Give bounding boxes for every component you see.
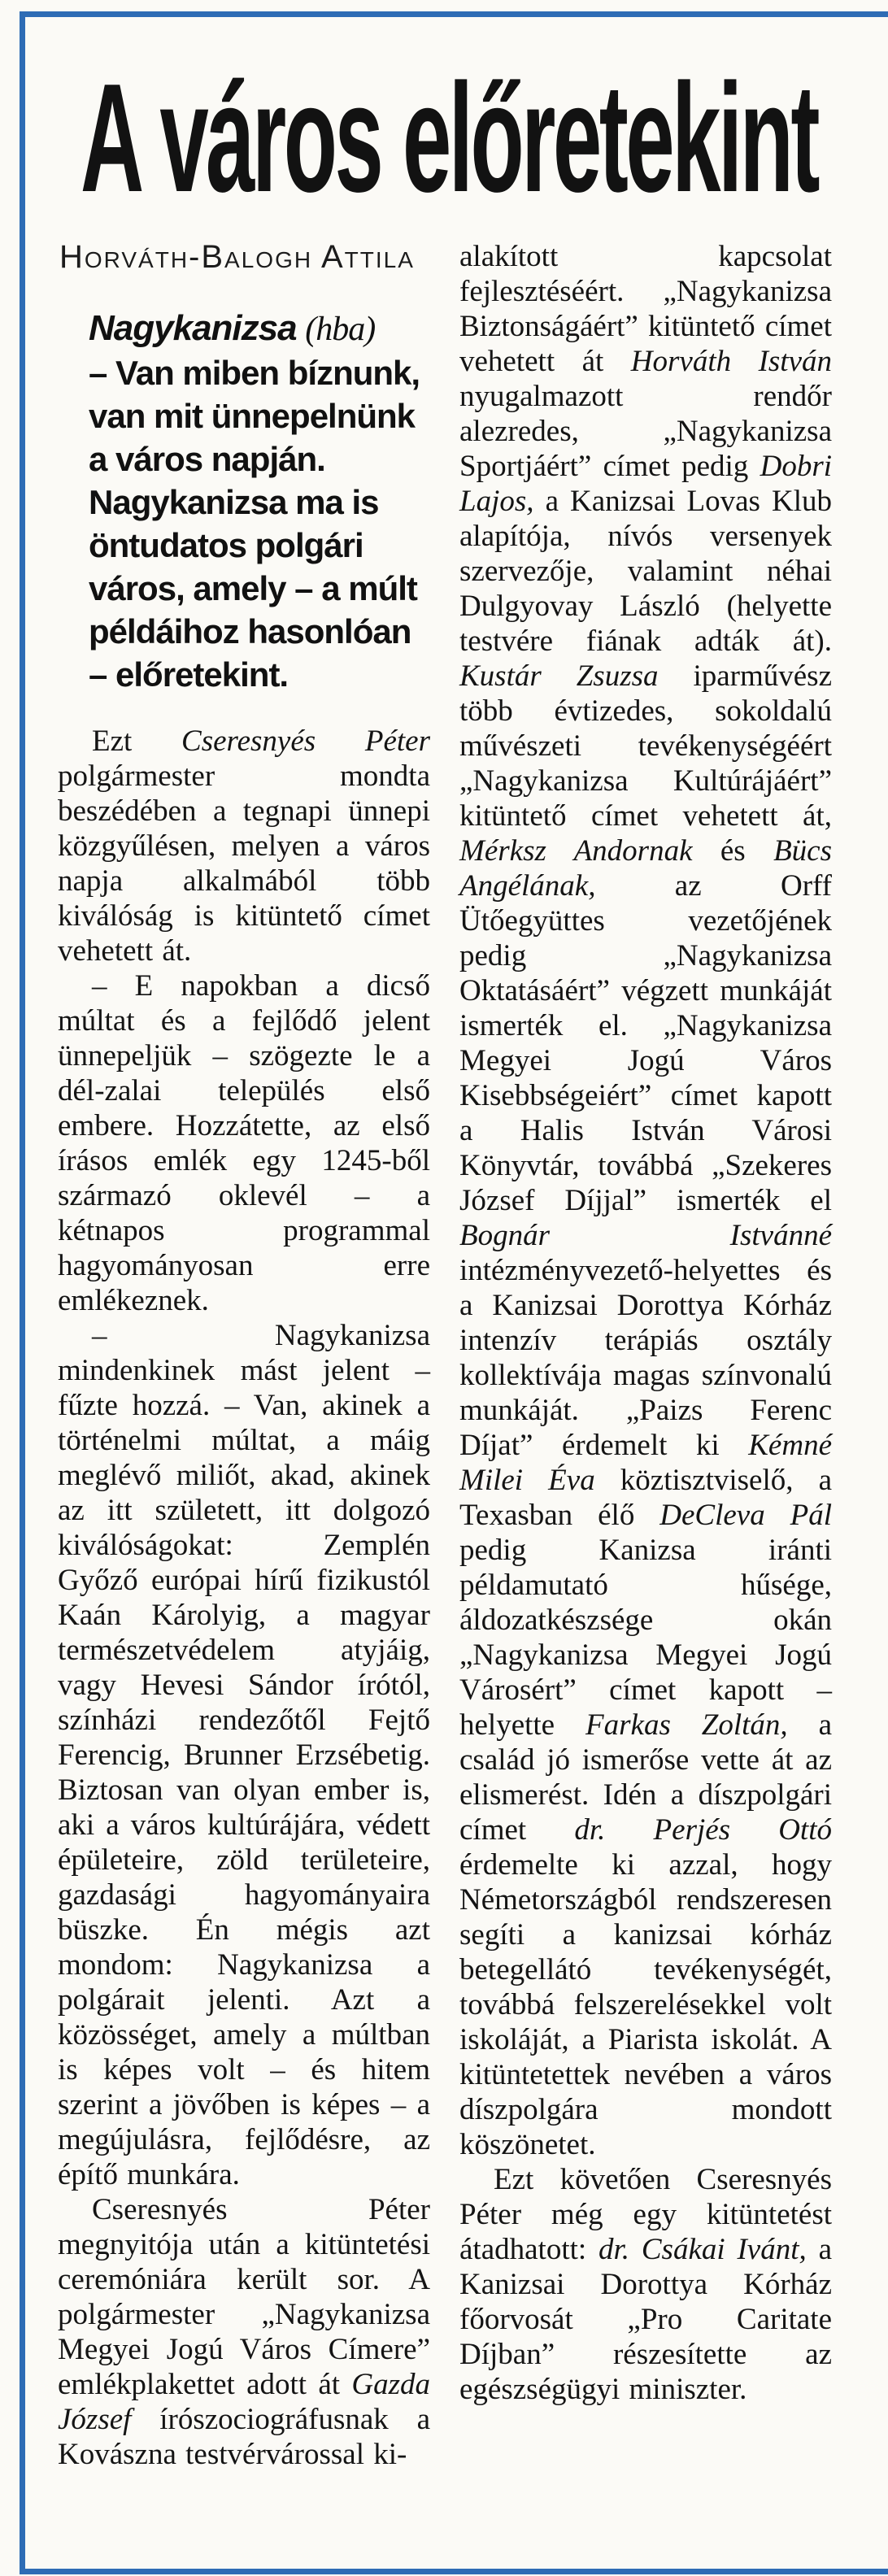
column-left — [58, 239, 430, 2472]
right-column-body — [459, 239, 832, 2407]
dateline: Nagykanizsa — [89, 308, 297, 348]
paragraph-text: alakított kapcsolat fejlesztéséért. „Nagykanizsa Biztonságáért” kitüntető címet vehetett át — [459, 240, 832, 378]
person-name: Cseresnyés Péter — [181, 724, 430, 758]
lead-text: – Van miben bíznunk, van mit ünnepelnünk a város napján. Nagykanizsa ma is öntudatos polgári város, amely – a múlt példáihoz hasonlóan – előretekint. — [89, 354, 420, 694]
article-paragraph — [459, 2162, 832, 2407]
paragraph-text: Ezt — [92, 724, 182, 758]
paragraph-text: és — [692, 834, 774, 868]
paragraph-text: – E napokban a dicső múltat és a fejlődő jelent ünnepeljük – szögezte le a dél-zalai település első embere. Hozzátette, az első írásos emlék egy 1245-ből származó oklevél – a kétnapos programmal hagyományosan erre emlékeznek. — [58, 969, 430, 1317]
person-name: DeCleva Pál — [659, 1499, 833, 1532]
article-frame — [20, 11, 888, 2574]
lead-paragraph — [89, 307, 430, 696]
person-name: Bücs Angélának, — [459, 834, 832, 903]
column-right — [459, 239, 832, 2472]
person-name: Gazda József — [58, 2368, 430, 2436]
paragraph-text: az Orff Ütőegyüttes vezetőjének pedig „Nagykanizsa Oktatásáért” végzett munkáját ismerték el. „Nagykanizsa Megyei Jogú Város Kisebbségeiért” címet kapott a Halis István Városi Könyvtár, továbbá „Szekeres József Díjjal” ismerték el — [459, 869, 832, 1217]
paragraph-text: a család jó ismerőse vette át az elismerést. Idén a díszpolgári címet — [459, 1708, 832, 1847]
paragraph-text: polgármester mondta beszédében a tegnapi ünnepi közgyűlésen, melyen a város napja alkalmából több kiválóság is kitüntető címet vehetett át. — [58, 759, 430, 968]
person-name: Horváth István — [630, 345, 833, 378]
paragraph-text: pedig Kanizsa iránti példamutató hűsége, áldozatkészsége okán „Nagykanizsa Megyei Jogú Városért” címet kapott – helyette — [459, 1534, 832, 1742]
person-name: dr. Csákai Ivánt, — [599, 2233, 807, 2266]
paragraph-text: érdemelte ki azzal, hogy Németországból rendszeresen segíti a kanizsai kórház betegellátó tevékenységét, továbbá felszerelésekkel volt iskoláját, a Piarista iskolát. A kitüntetettek nevében a város díszpolgára mondott köszönetet. — [459, 1848, 832, 2161]
paragraph-text: Cseresnyés Péter megnyitója után a kitüntetési ceremóniára került sor. A polgármester „Nagykanizsa Megyei Jogú Város Címere” emlékplakettet adott át — [58, 2193, 430, 2401]
person-name: Kémné Milei Éva — [459, 1429, 832, 1497]
article-paragraph — [58, 1318, 430, 2192]
left-column-body — [58, 724, 430, 2472]
article-columns — [58, 239, 888, 2472]
paragraph-text: köztisztviselő, a Texasban élő — [459, 1464, 833, 1532]
byline: Horváth-Balogh Attila — [59, 239, 415, 275]
person-name: Bognár Istvánné — [459, 1219, 832, 1252]
paragraph-text: – Nagykanizsa mindenkinek mást jelent – fűzte hozzá. – Van, akinek a történelmi múltat, a máig meglévő miliőt, akad, akinek az itt született, itt dolgozó kiválóságokat: Zemplén Győző európai hírű fizikustól Kaán Károlyig, a magyar természetvédelem atyjáig, vagy Hevesi Sándor írótól, színházi rendezőtől Fejtő Ferencig, Brunner Erzsébetig. Biztosan van olyan ember is, aki a város kultúrájára, védett épületeire, zöld területeire, gazdasági hagyományaira büszke. Én mégis azt mondom: Nagykanizsa a polgárait jelenti. Azt a közösséget, amely a múltban is képes volt – és hitem szerint a jövőben is képes – a megújulásra, fejlődésre, az építő munkára. — [58, 1319, 430, 2191]
paragraph-text: írószociográfusnak a Kovászna testvérvárossal ki- — [58, 2403, 430, 2471]
headline-wrap — [81, 52, 888, 228]
paragraph-text: iparművész több évtizedes, sokoldalú művészeti tevékenységéért „Nagykanizsa Kultúrájáért” kitüntető címet vehetett át, — [459, 659, 833, 833]
person-name: Dobri Lajos, — [459, 450, 832, 518]
paragraph-text: Ezt követően Cseresnyés Péter még egy kitüntetést átadhatott: — [459, 2163, 832, 2266]
paragraph-text: nyugalmazott rendőr alezredes, „Nagykanizsa Sportjáért” címet pedig — [459, 380, 832, 483]
person-name: Mérksz Andornak — [459, 834, 693, 868]
paragraph-text: a Kanizsai Dorottya Kórház főorvosát „Pro Caritate Díjban” részesítette az egészségügyi miniszter. — [459, 2233, 832, 2406]
person-name: Farkas Zoltán, — [585, 1708, 788, 1742]
paragraph-text: intézményvezető-helyettes és a Kanizsai Dorottya Kórház intenzív terápiás osztály kollektívája magas színvonalú munkáját. „Paizs Ferenc Díjat” érdemelt ki — [459, 1254, 832, 1462]
paragraph-text: a Kanizsai Lovas Klub alapítója, nívós versenyek szervezője, valamint néhai Dulgyovay László (helyette testvére fiának adták át). — [459, 485, 832, 658]
article-paragraph — [58, 724, 430, 968]
author-initials: (hba) — [305, 311, 376, 348]
person-name: Kustár Zsuzsa — [459, 659, 659, 693]
article-paragraph — [58, 968, 430, 1318]
article-paragraph — [459, 239, 832, 2162]
article-title: A város előretekint — [81, 52, 818, 224]
article-paragraph — [58, 2192, 430, 2472]
person-name: dr. Perjés Ottó — [574, 1813, 832, 1847]
